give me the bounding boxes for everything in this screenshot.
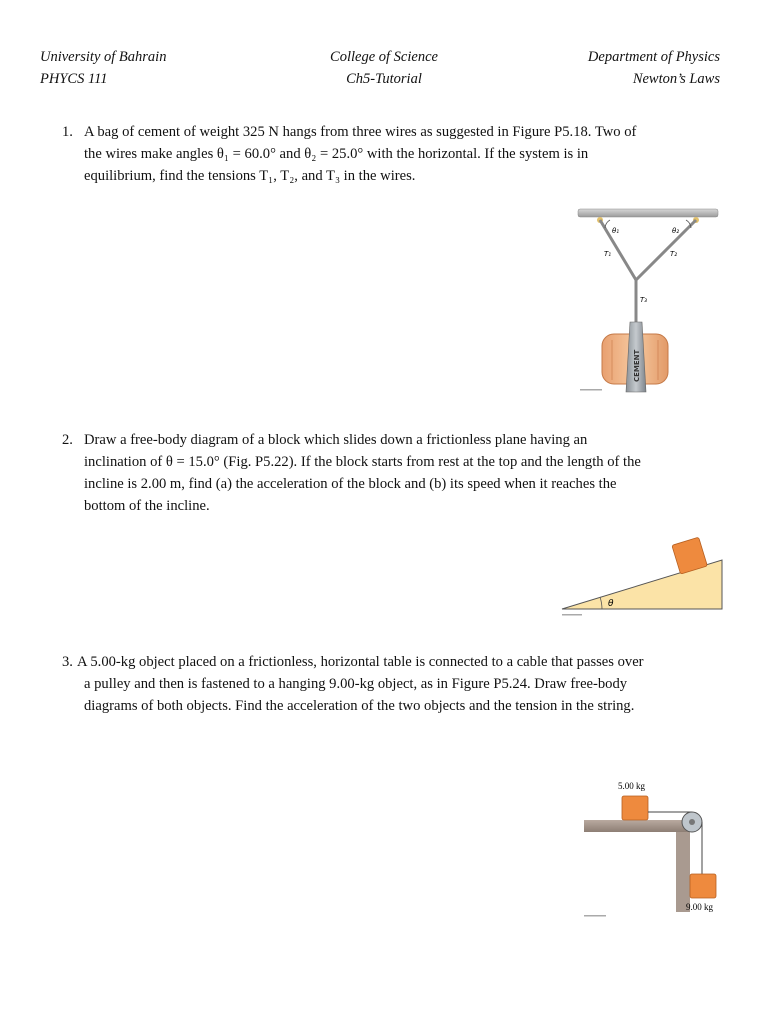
tutorial-name: Ch5-Tutorial [346,71,422,87]
department-name: Department of Physics [587,49,720,65]
problem-text-line: a pulley and then is fastened to a hanging 9.00-kg object, as in Figure P5.24. Draw free-body [84,676,628,692]
course-code: PHYCS 111 [40,71,108,87]
problem-text-line: incline is 2.00 m, find (a) the acceleration of the block and (b) its speed when it reaches the [84,476,617,492]
t3-label: T₃ [640,296,648,304]
university-name: University of Bahrain [40,49,167,65]
figure-p5-22 [558,533,726,617]
problem-text-line: A 5.00-kg object placed on a frictionless, horizontal table is connected to a cable that passes over [77,654,644,670]
table-leg [676,832,690,912]
problem-text-line: inclination of θ = 15.0° (Fig. P5.22). If the block starts from rest at the top and the length of the [84,454,641,470]
bag-label: CEMENT [633,349,641,382]
block-9kg [690,874,716,898]
problem-text-line: Draw a free-body diagram of a block which slides down a frictionless plane having an [84,432,588,448]
mass-label-5kg: 5.00 kg [618,781,645,791]
theta2-label: θ₂ [672,227,680,235]
wire-t2 [636,220,696,280]
block-5kg [622,796,648,820]
theta-label: θ [608,599,614,609]
problem-text-line: equilibrium, find the tensions T₁, T₂, and T₃ in the wires. [84,168,416,184]
t2-label: T₂ [670,250,678,258]
college-name: College of Science [330,49,438,65]
figure-p5-24 [578,776,728,922]
topic-name: Newton’s Laws [632,71,720,87]
mass-label-9kg: 9.00 kg [686,902,713,912]
problem-number: 2. [62,432,73,448]
t1-label: T₁ [604,250,612,258]
problem-text-line: bottom of the incline. [84,498,210,514]
theta1-label: θ₁ [612,227,620,235]
problem-number: 3. [62,654,73,670]
table-top [584,820,690,832]
problem-text-line: the wires make angles θ₁ = 60.0° and θ₂ = 25.0° with the horizontal. If the system is in [84,146,589,162]
ceiling-beam [578,209,718,217]
figure-p5-18 [572,204,724,396]
problem-number: 1. [62,124,73,140]
problem-text-line: A bag of cement of weight 325 N hangs from three wires as suggested in Figure P5.18. Two of [84,124,637,140]
header-right [588,46,720,90]
problem-text-line: diagrams of both objects. Find the acceleration of the two objects and the tension in the string. [84,698,635,714]
